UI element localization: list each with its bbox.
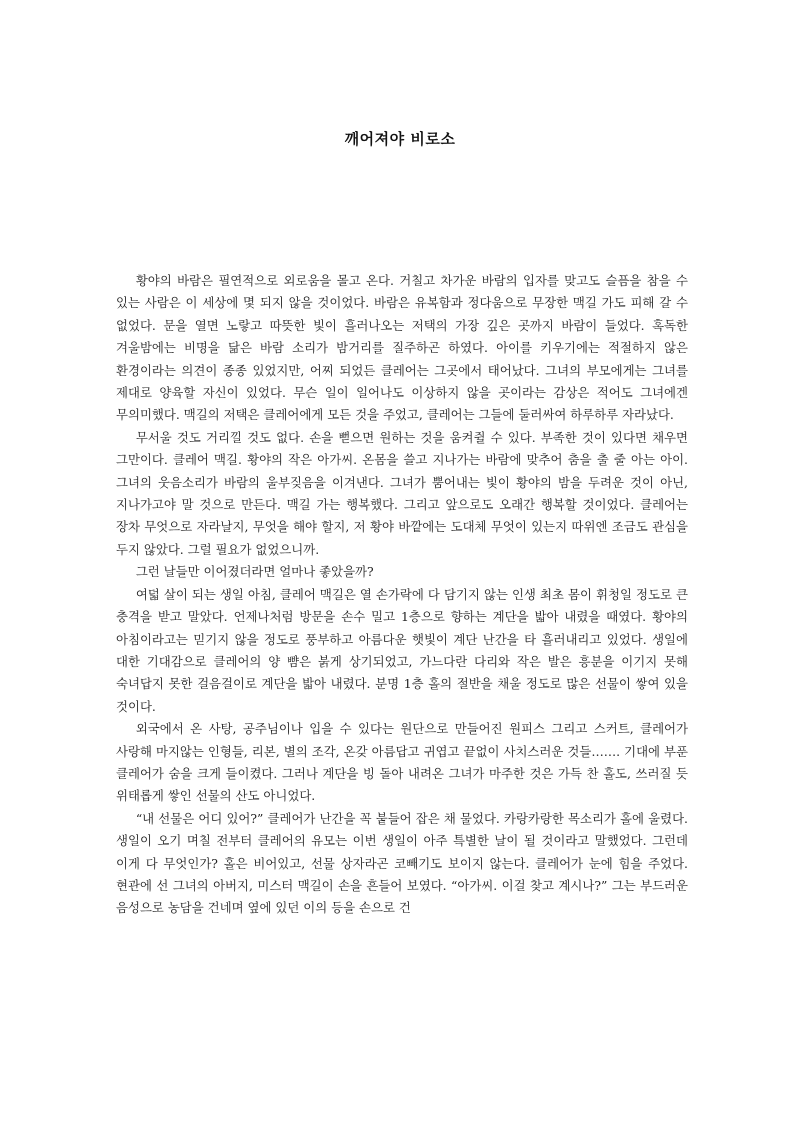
paragraph: 황야의 바람은 필연적으로 외로움을 몰고 온다. 거칠고 차가운 바람의 입자를 맞고도 슬픔을 참을 수 있는 사람은 이 세상에 몇 되지 않을 것이었다. 바람은 유복함과 정다움으로 무장한 맥길 가도 피해 갈 수 없었다. 문을 열면 노랗고 따뜻한 빛이 흘러나오는 저택의 가장 깊은 곳까지 바람이 들었다. 혹독한 겨울밤에는 비명을 닮은 바람 소리가 밤거리를 질주하곤 하였다. 아이를 키우기에는 적절하지 않은 환경이라는 의견이 종종 있었지만, 어찌 되었든 클레어는 그곳에서 태어났다. 그녀의 부모에게는 그녀를 제대로 양육할 자신이 있었다. 무슨 일이 일어나도 이상하지 않을 곳이라는 감상은 적어도 그녀에겐 무의미했다. 맥길의 저택은 클레어에게 모든 것을 주었고, 클레어는 그들에 둘러싸여 하루하루 자라났다. (116, 273, 688, 423)
page-title: 깨어져야 비로소 (344, 130, 456, 148)
paragraph: “내 선물은 어디 있어?” 클레어가 난간을 꼭 붙들어 잡은 채 물었다. 카랑카랑한 목소리가 홀에 울렸다. 생일이 오기 며칠 전부터 클레어의 유모는 이번 생일이 아주 특별한 날이 될 것이라고 말했었다. 그런데 이게 다 무엇인가? 홀은 비어있고, 선물 상자라곤 코빼기도 보이지 않는다. 클레어가 눈에 힘을 주었다. 현관에 선 그녀의 아버지, 미스터 맥길이 손을 흔들어 보였다. “아가씨. 이걸 찾고 계시나?” 그는 부드러운 음성으로 농담을 건네며 옆에 있던 이의 등을 손으로 건 (116, 810, 688, 916)
paragraph: 여덟 살이 되는 생일 아침, 클레어 맥길은 열 손가락에 다 담기지 않는 인생 최초 몸이 휘청일 정도로 큰 충격을 받고 말았다. 언제나처럼 방문을 손수 밀고 1층으로 향하는 계단을 밟아 내렸을 때였다. 황야의 아침이라고는 믿기지 않을 정도로 풍부하고 아름다운 햇빛이 계단 난간을 타 흘러내리고 있었다. 생일에 대한 기대감으로 클레어의 양 뺨은 붉게 상기되었고, 가느다란 다리와 작은 발은 흥분을 이기지 못해 숙녀답지 못한 걸음걸이로 계단을 밟아 내렸다. 분명 1층 홀의 절반을 채울 정도로 많은 선물이 쌓여 있을 것이다. (116, 586, 688, 714)
paragraph: 그런 날들만 이어졌더라면 얼마나 좋았을까? (135, 564, 374, 580)
paragraph: 외국에서 온 사탕, 공주님이나 입을 수 있다는 원단으로 만들어진 원피스 그리고 스커트, 클레어가 사랑해 마지않는 인형들, 리본, 별의 조각, 온갖 아름답고 귀엽고 끝없이 사치스러운 것들……. 기대에 부푼 클레어가 숨을 크게 들이켰다. 그러나 계단을 빙 돌아 내려온 그녀가 마주한 것은 가득 찬 홀도, 쓰러질 듯 위태롭게 쌓인 선물의 산도 아니었다. (116, 721, 688, 804)
paragraph: 무서울 것도 거리낄 것도 없다. 손을 뻗으면 원하는 것을 움켜쥘 수 있다. 부족한 것이 있다면 채우면 그만이다. 클레어 맥길. 황야의 작은 아가씨. 온몸을 쓸고 지나가는 바람에 맞추어 춤을 출 줄 아는 아이. 그녀의 웃음소리가 바람의 울부짖음을 이겨낸다. 그녀가 뿜어내는 빛이 황야의 밤을 두려운 것이 아닌, 지나가고야 말 것으로 만든다. 맥길 가는 행복했다. 그리고 앞으로도 오래간 행복할 것이었다. 클레어는 장차 무엇으로 자라날지, 무엇을 해야 할지, 저 황야 바깥에는 도대체 무엇이 있는지 따위엔 조금도 관심을 두지 않았다. 그럴 필요가 없었으니까. (116, 429, 688, 557)
body-text (116, 270, 688, 920)
